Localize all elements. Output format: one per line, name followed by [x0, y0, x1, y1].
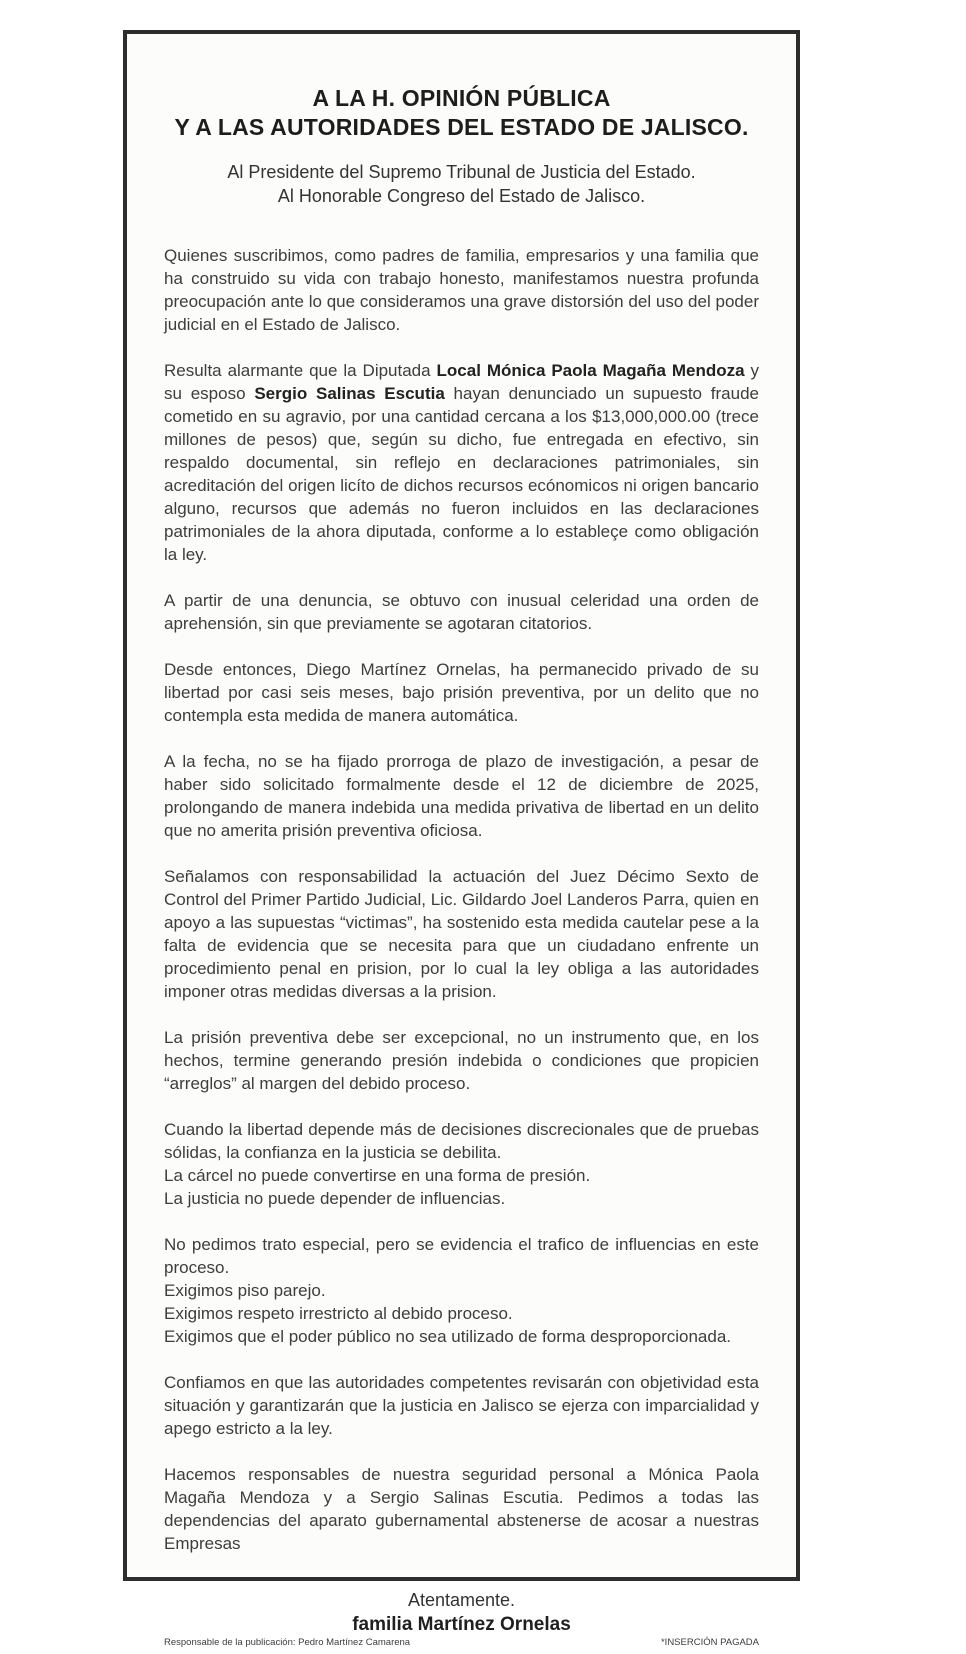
paragraph-line: Señalamos con responsabilidad la actuación del Juez Décimo Sexto de Control del Primer Partido Judicial, Lic. Gildardo Joel Landeros Parra, quien en apoyo a las supuestas “victimas”, ha sostenido esta medida cautelar pese a la falta de evidencia que se necesita para que un ciudadano enfrente un procedimiento penal en prision, por lo cual la ley obliga a las autoridades imponer otras medidas diversas a la prision. — [164, 867, 759, 1001]
paragraph-line: Exigimos piso parejo. — [164, 1281, 326, 1300]
paragraph-line: Desde entonces, Diego Martínez Ornelas, ha permanecido privado de su libertad por casi seis meses, bajo prisión preventiva, por un delito que no contempla esta medida de manera automática. — [164, 660, 759, 725]
paragraph-line: La justicia no puede depender de influencias. — [164, 1189, 506, 1208]
paragraph-line: Resulta alarmante que la Diputada Local Mónica Paola Magaña Mendoza y su esposo Sergio Salinas Escutia hayan denunciado un supuesto fraude cometido en su agravio, por una cantidad cercana a los $13,000,000.00 (trece millones de pesos) que, según su dicho, fue entregada en efectivo, sin respaldo documental, sin reflejo en declaraciones patrimoniales, sin acreditación del origen licíto de dichos recursos ecónomicos ni origen bancario alguno, recursos que además no fueron incluidos en las declaraciones patrimoniales de la ahora diputada, conforme a lo estableçe como obligación la ley. — [164, 361, 759, 564]
publication-responsible-note: Responsable de la publicación: Pedro Martínez Camarena — [164, 1637, 411, 1648]
paragraph — [164, 658, 759, 727]
addressee-line-2: Al Honorable Congreso del Estado de Jalisco. — [277, 186, 646, 206]
page-title — [164, 84, 759, 142]
title-line-2: Y A LAS AUTORIDADES DEL ESTADO DE JALISCO. — [174, 114, 749, 140]
paragraph — [164, 1463, 759, 1555]
paragraph-line: Exigimos respeto irrestricto al debido proceso. — [164, 1304, 513, 1323]
paragraph-line: A partir de una denuncia, se obtuvo con inusual celeridad una orden de aprehensión, sin que previamente se agotaran citatorios. — [164, 591, 759, 633]
addressee-block — [164, 160, 759, 208]
paragraph-line: Hacemos responsables de nuestra seguridad personal a Mónica Paola Magaña Mendoza y a Sergio Salinas Escutia. Pedimos a todas las dependencias del aparato gubernamental abstenerse de acosar a nuestras Empresas — [164, 1465, 759, 1553]
letter-body — [164, 244, 759, 1578]
paragraph — [164, 589, 759, 635]
paragraph-line: No pedimos trato especial, pero se evidencia el trafico de influencias en este proceso. — [164, 1235, 759, 1277]
paragraph — [164, 1233, 759, 1348]
paragraph — [164, 750, 759, 842]
addressee-line-1: Al Presidente del Supremo Tribunal de Justicia del Estado. — [227, 162, 696, 182]
paragraph — [164, 1026, 759, 1095]
paragraph-line: Cuando la libertad depende más de decisiones discrecionales que de pruebas sólidas, la confianza en la justicia se debilita. — [164, 1120, 759, 1162]
paragraph-line: A la fecha, no se ha fijado prorroga de plazo de investigación, a pesar de haber sido solicitado formalmente desde el 12 de diciembre de 2025, prolongando de manera indebida una medida privativa de libertad en un delito que no amerita prisión preventiva oficiosa. — [164, 752, 759, 840]
paragraph — [164, 1118, 759, 1210]
paid-insertion-note: *INSERCIÓN PAGADA — [660, 1637, 759, 1648]
title-line-1: A LA H. OPINIÓN PÚBLICA — [312, 85, 611, 111]
closing-signature: familia Martínez Ornelas — [352, 1614, 571, 1635]
closing-salutation: Atentamente. — [407, 1590, 516, 1610]
paragraph-line: La cárcel no puede convertirse en una forma de presión. — [164, 1166, 591, 1185]
paragraph-line: Quienes suscribimos, como padres de familia, empresarios y una familia que ha construido su vida con trabajo honesto, manifestamos nuestra profunda preocupación ante lo que consideramos una grave distorsión del uso del poder judicial en el Estado de Jalisco. — [164, 246, 759, 334]
paragraph-line: Confiamos en que las autoridades competentes revisarán con objetividad esta situación y garantizarán que la justicia en Jalisco se ejerza con imparcialidad y apego estricto a la ley. — [164, 1373, 759, 1438]
paragraph — [164, 1371, 759, 1440]
paragraph — [164, 244, 759, 336]
closing-block — [164, 1588, 759, 1637]
paragraph-line: La prisión preventiva debe ser excepcional, no un instrumento que, en los hechos, termine generando presión indebida o condiciones que propicien “arreglos” al margen del debido proceso. — [164, 1028, 759, 1093]
footnote-row — [164, 1637, 759, 1654]
paragraph — [164, 359, 759, 566]
paragraph — [164, 865, 759, 1003]
paragraph-line: Exigimos que el poder público no sea utilizado de forma desproporcionada. — [164, 1327, 732, 1346]
ad-content — [127, 34, 796, 1648]
newspaper-ad-frame — [123, 30, 800, 1648]
